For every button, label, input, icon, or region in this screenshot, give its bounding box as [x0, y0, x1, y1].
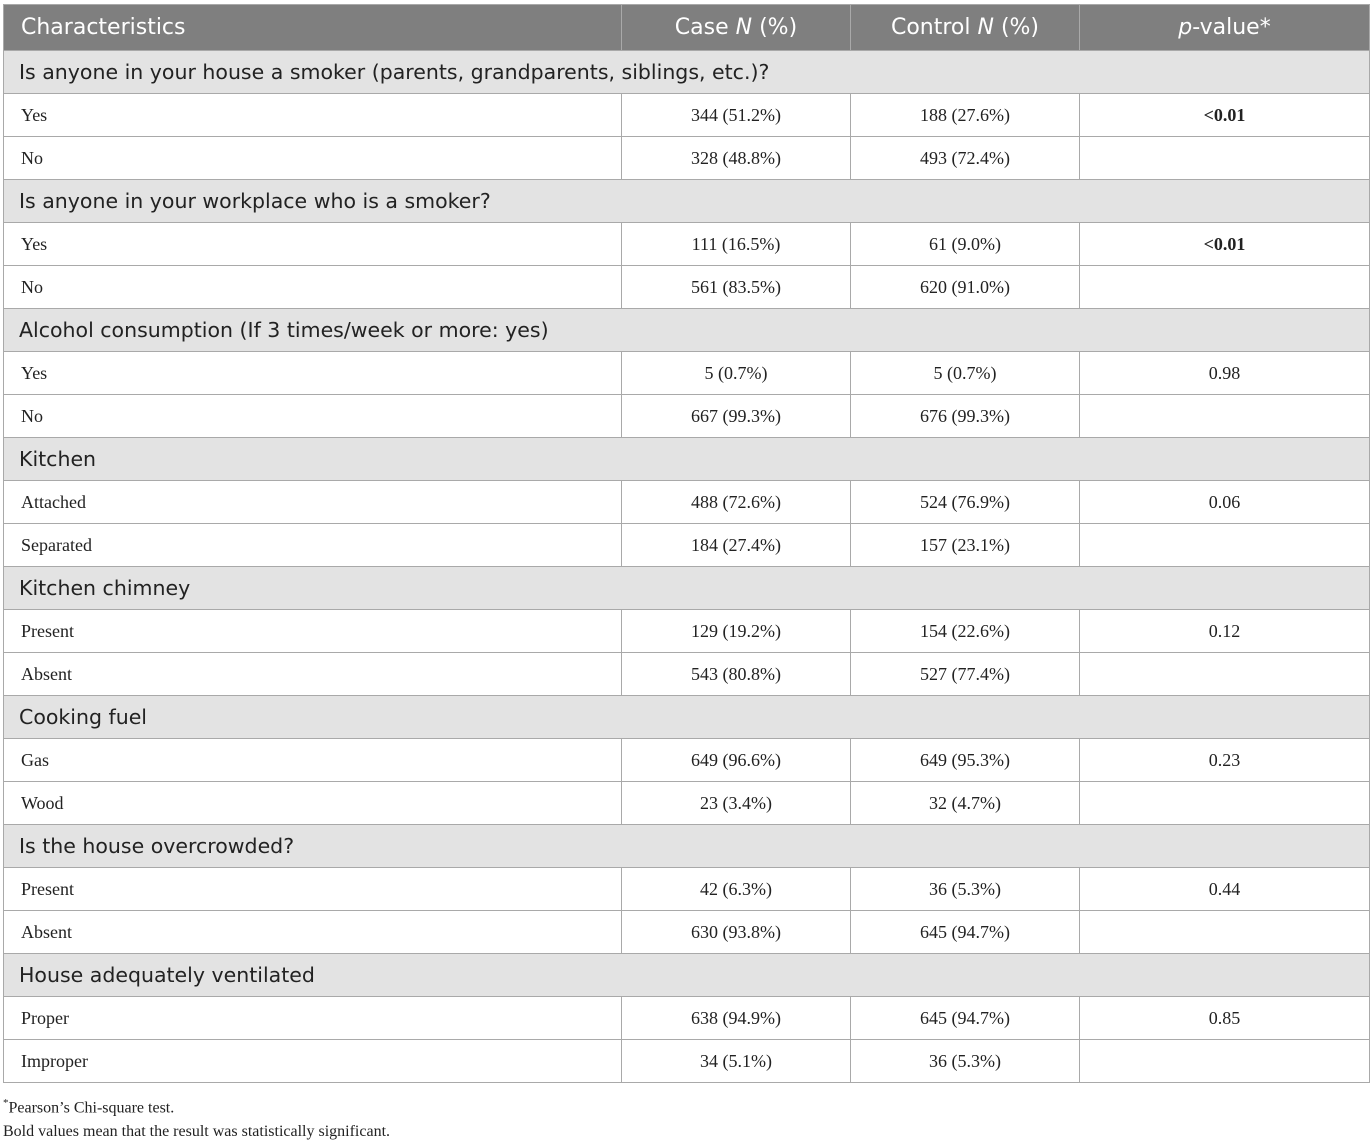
p-value: 0.06 [1080, 481, 1370, 524]
p-value: 0.98 [1080, 352, 1370, 395]
control-value: 524 (76.9%) [851, 481, 1080, 524]
control-value: 32 (4.7%) [851, 782, 1080, 825]
p-value [1080, 653, 1370, 696]
control-value: 645 (94.7%) [851, 997, 1080, 1040]
table-body [4, 51, 1370, 1083]
table-row [4, 782, 1370, 825]
p-value [1080, 911, 1370, 954]
table-row [4, 911, 1370, 954]
control-value: 527 (77.4%) [851, 653, 1080, 696]
row-label: Wood [4, 782, 622, 825]
case-value: 34 (5.1%) [622, 1040, 851, 1083]
control-value: 188 (27.6%) [851, 94, 1080, 137]
case-value: 667 (99.3%) [622, 395, 851, 438]
row-label: Present [4, 610, 622, 653]
control-value: 154 (22.6%) [851, 610, 1080, 653]
table-row [4, 352, 1370, 395]
section-row [4, 309, 1370, 352]
section-title: Is anyone in your workplace who is a smoker? [4, 180, 1370, 223]
header-control: Control N (%) [851, 5, 1080, 51]
table-row [4, 610, 1370, 653]
case-value: 630 (93.8%) [622, 911, 851, 954]
table-container [3, 4, 1369, 1144]
case-value: 561 (83.5%) [622, 266, 851, 309]
p-value [1080, 1040, 1370, 1083]
section-row [4, 954, 1370, 997]
footnote-bold: Bold values mean that the result was statistically significant. [3, 1123, 391, 1141]
row-label: Attached [4, 481, 622, 524]
section-row [4, 567, 1370, 610]
header-case: Case N (%) [622, 5, 851, 51]
footnote-test: *Pearson’s Chi-square test. [3, 1097, 175, 1117]
control-value: 649 (95.3%) [851, 739, 1080, 782]
case-value: 543 (80.8%) [622, 653, 851, 696]
control-value: 676 (99.3%) [851, 395, 1080, 438]
row-label: Yes [4, 223, 622, 266]
case-value: 638 (94.9%) [622, 997, 851, 1040]
case-value: 488 (72.6%) [622, 481, 851, 524]
header-p-value: p-value* [1080, 5, 1370, 51]
row-label: Separated [4, 524, 622, 567]
p-value: 0.12 [1080, 610, 1370, 653]
table-row [4, 1040, 1370, 1083]
table-row [4, 997, 1370, 1040]
table-row [4, 395, 1370, 438]
footnotes [3, 1091, 1369, 1144]
table-row [4, 481, 1370, 524]
section-row [4, 51, 1370, 94]
p-value [1080, 524, 1370, 567]
control-value: 61 (9.0%) [851, 223, 1080, 266]
section-title: Is the house overcrowded? [4, 825, 1370, 868]
section-title: Is anyone in your house a smoker (parents, grandparents, siblings, etc.)? [4, 51, 1370, 94]
section-title: Kitchen [4, 438, 1370, 481]
p-value [1080, 137, 1370, 180]
case-value: 184 (27.4%) [622, 524, 851, 567]
table-row [4, 266, 1370, 309]
p-value: <0.01 [1080, 94, 1370, 137]
section-title: House adequately ventilated [4, 954, 1370, 997]
row-label: No [4, 395, 622, 438]
section-row [4, 180, 1370, 223]
case-value: 344 (51.2%) [622, 94, 851, 137]
table-row [4, 94, 1370, 137]
data-table [3, 4, 1370, 1083]
section-title: Kitchen chimney [4, 567, 1370, 610]
control-value: 36 (5.3%) [851, 1040, 1080, 1083]
control-value: 645 (94.7%) [851, 911, 1080, 954]
section-title: Cooking fuel [4, 696, 1370, 739]
row-label: Yes [4, 94, 622, 137]
p-value: 0.23 [1080, 739, 1370, 782]
p-value: 0.85 [1080, 997, 1370, 1040]
table-row [4, 223, 1370, 266]
control-value: 36 (5.3%) [851, 868, 1080, 911]
section-row [4, 825, 1370, 868]
section-row [4, 438, 1370, 481]
row-label: Absent [4, 911, 622, 954]
table-row [4, 868, 1370, 911]
control-value: 493 (72.4%) [851, 137, 1080, 180]
case-value: 129 (19.2%) [622, 610, 851, 653]
row-label: Absent [4, 653, 622, 696]
case-value: 649 (96.6%) [622, 739, 851, 782]
header-row [4, 5, 1370, 51]
control-value: 5 (0.7%) [851, 352, 1080, 395]
row-label: No [4, 137, 622, 180]
header-characteristics: Characteristics [4, 5, 622, 51]
p-value [1080, 395, 1370, 438]
row-label: Proper [4, 997, 622, 1040]
case-value: 23 (3.4%) [622, 782, 851, 825]
row-label: Improper [4, 1040, 622, 1083]
p-value [1080, 782, 1370, 825]
table-row [4, 653, 1370, 696]
control-value: 620 (91.0%) [851, 266, 1080, 309]
row-label: Gas [4, 739, 622, 782]
table-row [4, 739, 1370, 782]
p-value: <0.01 [1080, 223, 1370, 266]
case-value: 328 (48.8%) [622, 137, 851, 180]
p-value: 0.44 [1080, 868, 1370, 911]
control-value: 157 (23.1%) [851, 524, 1080, 567]
section-title: Alcohol consumption (If 3 times/week or more: yes) [4, 309, 1370, 352]
case-value: 111 (16.5%) [622, 223, 851, 266]
row-label: Present [4, 868, 622, 911]
case-value: 42 (6.3%) [622, 868, 851, 911]
p-value [1080, 266, 1370, 309]
table-row [4, 524, 1370, 567]
row-label: Yes [4, 352, 622, 395]
section-row [4, 696, 1370, 739]
case-value: 5 (0.7%) [622, 352, 851, 395]
row-label: No [4, 266, 622, 309]
table-row [4, 137, 1370, 180]
